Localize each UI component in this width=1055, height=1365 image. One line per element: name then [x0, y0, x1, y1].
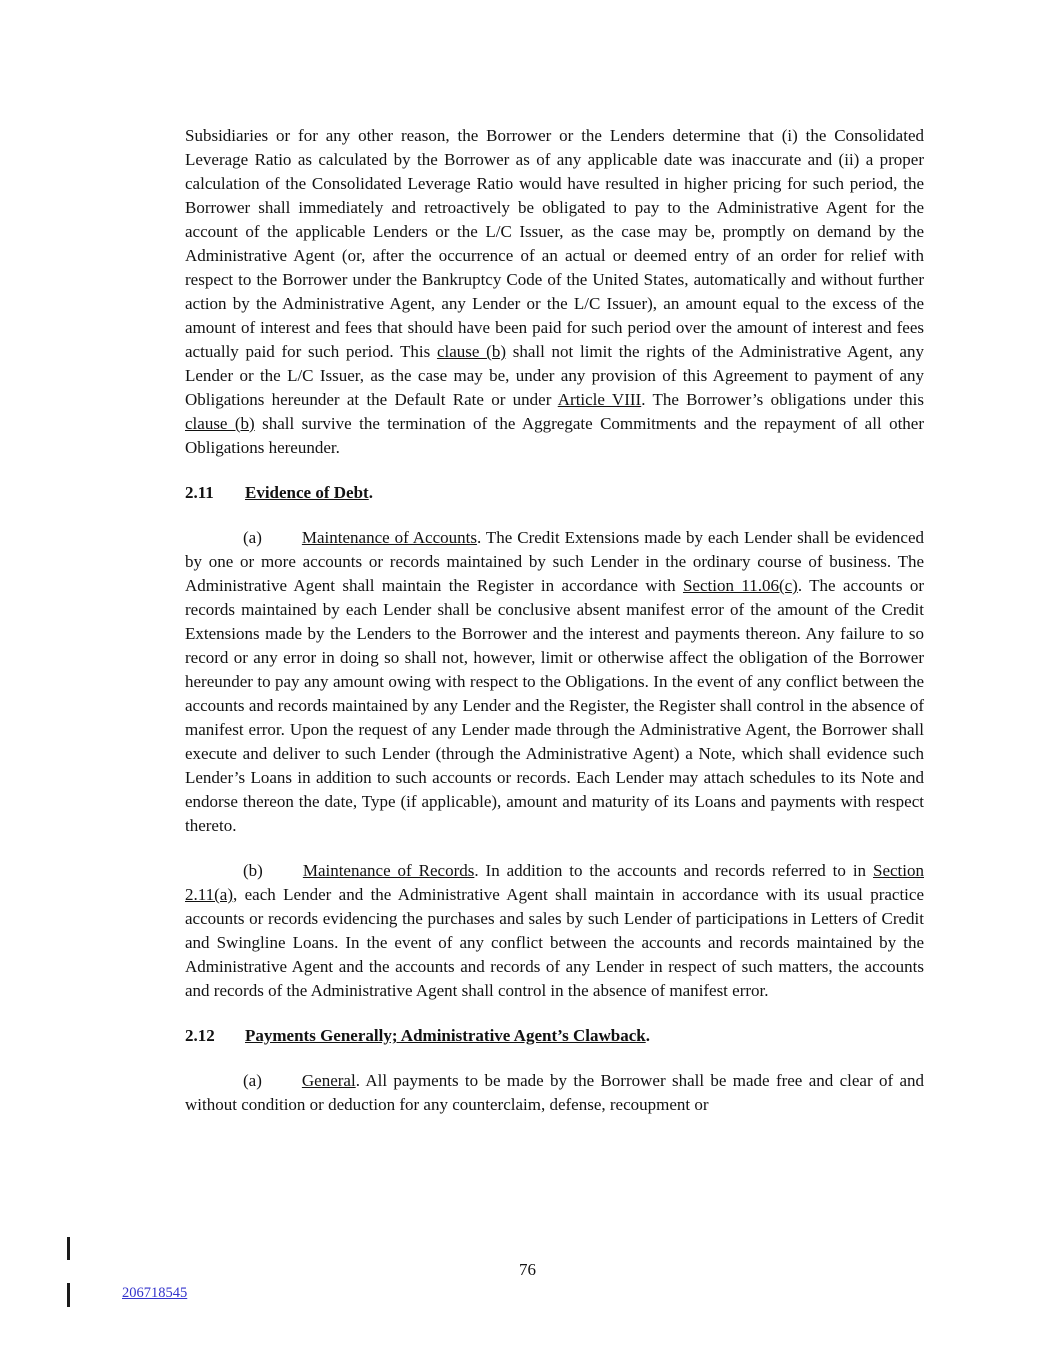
section-heading-2-12 — [185, 1024, 924, 1048]
underlined-reference: Maintenance of Accounts — [301, 528, 477, 547]
underlined-reference: Maintenance of Records — [302, 861, 475, 880]
revision-change-bar — [67, 1283, 70, 1307]
text-run: (b) — [243, 861, 263, 880]
section-heading-2-11 — [185, 481, 924, 505]
section-title: Evidence of Debt — [245, 483, 369, 502]
section-number: 2.12 — [185, 1026, 215, 1045]
paragraph-continuation — [185, 124, 924, 460]
underlined-reference: Section 11.06(c) — [682, 576, 798, 595]
section-title: Payments Generally; Administrative Agent’s Clawback — [245, 1026, 646, 1045]
text-run: . The accounts or records maintained by each Lender shall be conclusive absent manifest error of the amount of the Credit Extensions made by the Lenders to the Borrower and the interest and payments thereon. Any failure to so record or any error in doing so shall not, however, limit or otherwise affect the obligation of the Borrower hereunder to pay any amount owing with respect to the Obligations. In the event of any conflict between the accounts and records maintained by any Lender and the Register, the Register shall control in the absence of manifest error. Upon the request of any Lender made through the Administrative Agent, the Borrower shall execute and deliver to such Lender (through the Administrative Agent) a Note, which shall evidence such Lender’s Loans in addition to such accounts or records. Each Lender may attach schedules to its Note and endorse thereon the date, Type (if applicable), amount and maturity of its Loans and payments with respect thereto. — [185, 576, 925, 835]
text-run: , each Lender and the Administrative Agent shall maintain in accordance with its usual practice accounts or records evidencing the purchases and sales by such Lender of participations in Letters of Credit and Swingline Loans. In the event of any conflict between the accounts and records maintained by the Administrative Agent and the accounts and records of any Lender in respect of such matters, the accounts and records of the Administrative Agent shall control in the absence of manifest error. — [185, 885, 924, 1000]
text-run: (a) — [243, 528, 262, 547]
text-run: . In addition to the accounts and records referred to in — [474, 861, 873, 880]
text-run: Subsidiaries or for any other reason, the Borrower or the Lenders determine that (i) the Consolidated Leverage Ratio as calculated by the Borrower as of any applicable date was inaccurate and (ii) a proper calculation of the Consolidated Leverage Ratio would have resulted in higher pricing for such period, the Borrower shall immediately and retroactively be obligated to pay to the Administrative Agent for the account of the applicable Lenders or the L/C Issuer, as the case may be, promptly on demand by the Administrative Agent (or, after the occurrence of an actual or deemed entry of an order for relief with respect to the Borrower under the Bankruptcy Code of the United States, automatically and without further action by the Administrative Agent, any Lender or the L/C Issuer), an amount equal to the excess of the amount of interest and fees that should have been paid for such period over the amount of interest and fees actually paid for such period. This — [185, 126, 924, 361]
paragraph-maintenance-of-records — [185, 859, 924, 1003]
text-run: shall survive the termination of the Aggregate Commitments and the repayment of all other Obligations hereunder. — [185, 414, 924, 457]
section-title-period: . — [645, 1026, 650, 1045]
page-body-text — [185, 124, 924, 1138]
section-number: 2.11 — [185, 483, 214, 502]
underlined-reference: General — [301, 1071, 356, 1090]
text-run: (a) — [243, 1071, 262, 1090]
paragraph-general — [185, 1069, 924, 1117]
footer-doc-id-link[interactable]: 206718545 — [122, 1285, 188, 1301]
underlined-reference: Article VIII — [557, 390, 642, 409]
page-number: 76 — [519, 1260, 536, 1279]
paragraph-maintenance-of-accounts — [185, 526, 924, 838]
text-run: . The Borrower’s obligations under this — [641, 390, 924, 409]
revision-change-bar — [67, 1237, 70, 1260]
text-run: shall not limit the rights of the Administrative Agent, any Lender or the L/C Issuer, as the case may be, under any provision of this Agreement to payment of any Obligations hereunder at the Default Rate or under — [185, 342, 924, 409]
underlined-reference: clause (b) — [436, 342, 506, 361]
underlined-reference: Section 2.11(a) — [185, 861, 924, 904]
text-run: . All payments to be made by the Borrower shall be made free and clear of and without condition or deduction for any counterclaim, defense, recoupment or — [185, 1071, 924, 1114]
underlined-reference: clause (b) — [185, 414, 255, 433]
section-title-period: . — [368, 483, 373, 502]
text-run: . The Credit Extensions made by each Lender shall be evidenced by one or more accounts or records maintained by such Lender in the ordinary course of business. The Administrative Agent shall maintain the Register in accordance with — [185, 528, 925, 595]
